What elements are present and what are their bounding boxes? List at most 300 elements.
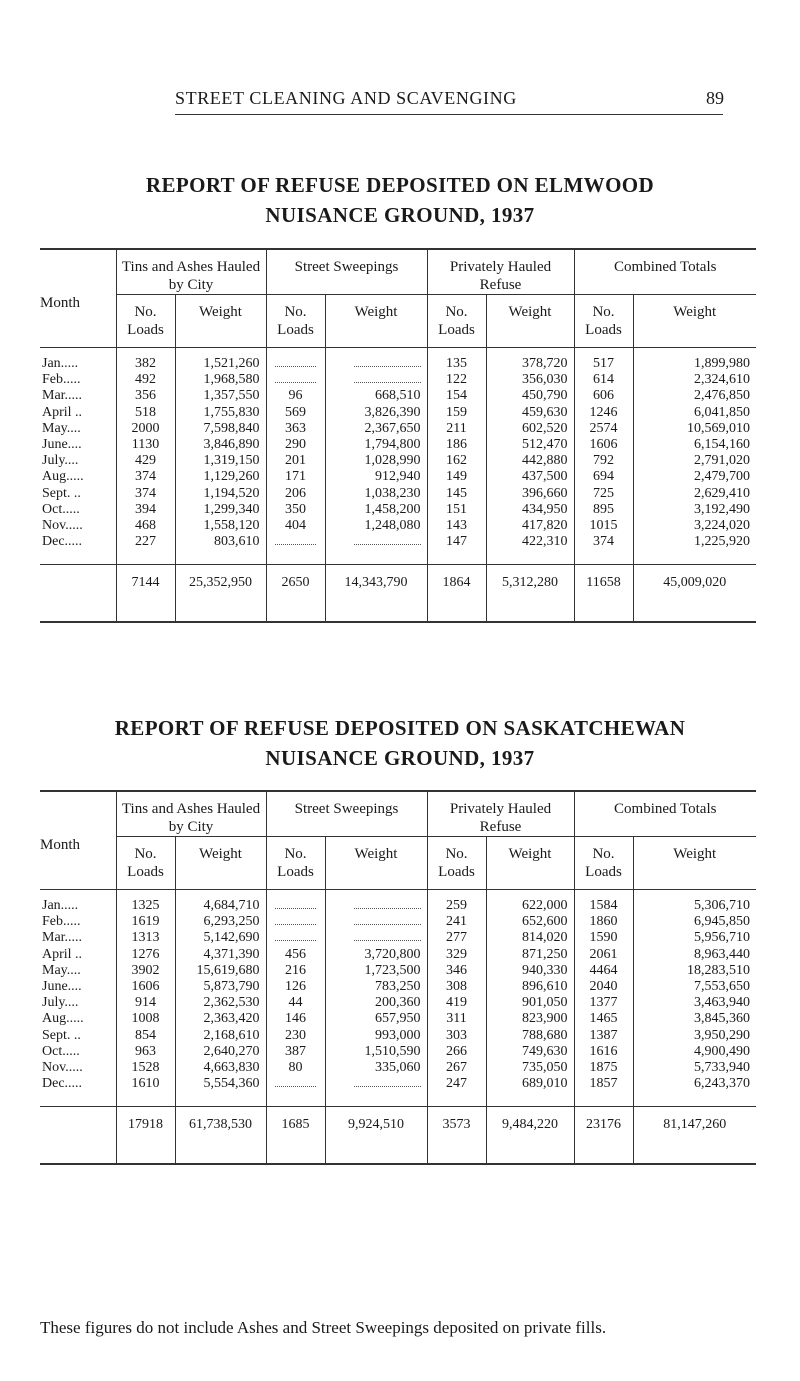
priv-weight-cell: 749,630 xyxy=(486,1044,574,1060)
footnote: These figures do not include Ashes and Street Sweepings deposited on private fills. xyxy=(40,1318,607,1337)
month-cell: May.... xyxy=(40,963,116,979)
street-weight-cell: 1,038,230 xyxy=(325,486,427,502)
month-cell: July.... xyxy=(40,995,116,1011)
weight-header: Weight xyxy=(673,846,717,862)
comb-loads-cell: 1857 xyxy=(574,1076,633,1092)
street-weight-cell xyxy=(325,898,427,914)
street-loads-cell: 290 xyxy=(266,437,325,453)
table-bottom-rule xyxy=(574,601,633,622)
blank-dotted-leader xyxy=(354,898,421,909)
header-bottom-rule xyxy=(175,890,266,899)
gap-cell xyxy=(486,1092,574,1107)
total-comb-loads: 11658 xyxy=(574,565,633,602)
priv-loads-cell: 145 xyxy=(427,486,486,502)
month-cell: Oct..... xyxy=(40,1044,116,1060)
tins-weight-cell: 2,363,420 xyxy=(175,1011,266,1027)
comb-weight-cell: 2,476,850 xyxy=(694,388,750,404)
saskatchewan-table xyxy=(40,790,756,1165)
priv-weight-cell: 356,030 xyxy=(486,372,574,388)
comb-loads-cell: 792 xyxy=(574,453,633,469)
header-bottom-rule xyxy=(325,890,427,899)
total-street-loads: 2650 xyxy=(266,565,325,602)
totals-month-cell xyxy=(40,1107,116,1144)
priv-weight-cell: 788,680 xyxy=(486,1028,574,1044)
priv-weight-cell: 378,720 xyxy=(486,356,574,372)
comb-loads-cell: 1606 xyxy=(574,437,633,453)
gap-cell xyxy=(633,550,756,565)
gap-cell xyxy=(40,1092,116,1107)
month-cell: Sept. .. xyxy=(40,1028,116,1044)
no-loads-header: No. Loads xyxy=(427,837,486,890)
priv-loads-cell: 277 xyxy=(427,930,486,946)
street-weight-cell: 1,248,080 xyxy=(325,518,427,534)
street-weight-cell: 1,794,800 xyxy=(325,437,427,453)
table-row xyxy=(40,914,756,930)
street-loads-cell: 456 xyxy=(266,947,325,963)
month-cell: Dec..... xyxy=(40,534,116,550)
comb-loads-cell: 694 xyxy=(574,469,633,485)
comb-weight-cell: 3,224,020 xyxy=(694,518,750,534)
street-loads-cell: 201 xyxy=(266,453,325,469)
table-bottom-rule xyxy=(325,601,427,622)
tins-loads-cell: 963 xyxy=(116,1044,175,1060)
tins-weight-cell: 7,598,840 xyxy=(175,421,266,437)
comb-weight-cell: 1,225,920 xyxy=(694,534,750,550)
comb-weight-cell: 2,629,410 xyxy=(694,485,750,501)
comb-loads-cell: 1246 xyxy=(574,405,633,421)
street-weight-cell: 1,510,590 xyxy=(325,1044,427,1060)
table-row xyxy=(40,405,756,421)
month-cell: Jan..... xyxy=(40,898,116,914)
comb-weight-cell: 10,569,010 xyxy=(687,420,750,436)
saskatchewan-title-line2: NUISANCE GROUND, 1937 xyxy=(265,746,535,770)
tins-weight-cell: 2,168,610 xyxy=(175,1028,266,1044)
priv-weight-cell: 396,660 xyxy=(486,486,574,502)
tins-weight-cell: 4,663,830 xyxy=(175,1060,266,1076)
month-header: Month xyxy=(40,792,116,890)
street-loads-cell: 569 xyxy=(266,405,325,421)
priv-loads-cell: 154 xyxy=(427,388,486,404)
street-loads-cell: 387 xyxy=(266,1044,325,1060)
comb-loads-cell: 1860 xyxy=(574,914,633,930)
weight-header: Weight xyxy=(486,295,574,348)
tins-loads-cell: 374 xyxy=(116,469,175,485)
tins-loads-cell: 429 xyxy=(116,453,175,469)
priv-loads-cell: 241 xyxy=(427,914,486,930)
gap-cell xyxy=(266,1092,325,1107)
table-row xyxy=(40,995,756,1011)
priv-loads-cell: 135 xyxy=(427,356,486,372)
total-street-weight: 9,924,510 xyxy=(325,1107,427,1144)
total-comb-weight: 45,009,020 xyxy=(633,565,756,602)
total-priv-weight: 5,312,280 xyxy=(486,565,574,602)
priv-loads-cell: 149 xyxy=(427,469,486,485)
comb-loads-cell: 2061 xyxy=(574,947,633,963)
street-weight-cell: 3,826,390 xyxy=(325,405,427,421)
header-bottom-rule xyxy=(40,348,116,357)
table-bottom-rule xyxy=(266,1143,325,1164)
street-weight-cell: 657,950 xyxy=(325,1011,427,1027)
table-row xyxy=(40,1044,756,1060)
no-loads-header: No. Loads xyxy=(266,837,325,890)
comb-weight-cell: 2,324,610 xyxy=(694,372,750,388)
tins-loads-cell: 3902 xyxy=(116,963,175,979)
table-row xyxy=(40,518,756,534)
table-bottom-rule xyxy=(266,601,325,622)
tins-loads-cell: 1276 xyxy=(116,947,175,963)
gap-cell xyxy=(40,550,116,565)
month-cell: April .. xyxy=(40,405,116,421)
gap-cell xyxy=(325,550,427,565)
table-bottom-rule xyxy=(116,1143,175,1164)
priv-weight-cell: 652,600 xyxy=(486,914,574,930)
priv-loads-cell: 308 xyxy=(427,979,486,995)
comb-weight-cell: 8,963,440 xyxy=(694,946,750,962)
gap-cell xyxy=(574,1092,633,1107)
table-row xyxy=(40,1028,756,1044)
total-tins-weight: 61,738,530 xyxy=(175,1107,266,1144)
no-loads-header: No. Loads xyxy=(574,837,633,890)
comb-loads-cell: 4464 xyxy=(574,963,633,979)
table-bottom-rule xyxy=(40,1143,116,1164)
tins-loads-cell: 382 xyxy=(116,356,175,372)
tins-loads-cell: 1313 xyxy=(116,930,175,946)
comb-loads-cell: 1616 xyxy=(574,1044,633,1060)
street-weight-cell: 783,250 xyxy=(325,979,427,995)
priv-loads-cell: 329 xyxy=(427,947,486,963)
blank-dotted-leader xyxy=(354,914,421,925)
table-row xyxy=(40,898,756,914)
elmwood-tbody xyxy=(40,249,756,622)
street-loads-cell: 44 xyxy=(266,995,325,1011)
street-loads-cell: 230 xyxy=(266,1028,325,1044)
street-loads-cell: 404 xyxy=(266,518,325,534)
running-head xyxy=(0,88,800,112)
priv-loads-cell: 419 xyxy=(427,995,486,1011)
tins-weight-cell: 1,129,260 xyxy=(175,469,266,485)
blank-dotted-leader xyxy=(275,534,316,545)
tins-weight-cell: 2,640,270 xyxy=(175,1044,266,1060)
tins-group-header: Tins and Ashes Hauled by City xyxy=(116,792,266,837)
gap-cell xyxy=(427,550,486,565)
blank-dotted-leader xyxy=(275,356,316,367)
total-comb-loads: 23176 xyxy=(574,1107,633,1144)
street-weight-cell: 1,458,200 xyxy=(325,502,427,518)
table-row xyxy=(40,1011,756,1027)
priv-weight-cell: 512,470 xyxy=(486,437,574,453)
tins-loads-cell: 518 xyxy=(116,405,175,421)
tins-loads-cell: 1528 xyxy=(116,1060,175,1076)
comb-loads-cell: 1875 xyxy=(574,1060,633,1076)
table-row xyxy=(40,1060,756,1076)
priv-weight-cell: 459,630 xyxy=(486,405,574,421)
table-bottom-rule xyxy=(175,601,266,622)
month-cell: Oct..... xyxy=(40,502,116,518)
tins-loads-cell: 1619 xyxy=(116,914,175,930)
priv-weight-cell: 823,900 xyxy=(486,1011,574,1027)
tins-weight-cell: 1,755,830 xyxy=(175,405,266,421)
priv-weight-cell: 689,010 xyxy=(486,1076,574,1092)
street-weight-cell xyxy=(325,914,427,930)
no-loads-header: No. Loads xyxy=(116,295,175,348)
street-weight-cell xyxy=(325,534,427,550)
month-cell: Aug..... xyxy=(40,469,116,485)
month-cell: Nov..... xyxy=(40,518,116,534)
totals-row xyxy=(40,1107,756,1144)
header-bottom-rule xyxy=(633,348,756,357)
header-bottom-rule xyxy=(633,890,756,899)
tins-weight-cell: 2,362,530 xyxy=(175,995,266,1011)
street-loads-cell: 206 xyxy=(266,486,325,502)
street-loads-cell xyxy=(266,930,325,946)
comb-weight-cell: 1,899,980 xyxy=(694,356,750,371)
tins-weight-cell: 1,357,550 xyxy=(175,388,266,404)
total-priv-loads: 1864 xyxy=(427,565,486,602)
table-bottom-rule xyxy=(574,1143,633,1164)
comb-loads-cell: 2040 xyxy=(574,979,633,995)
running-title: STREET CLEANING AND SCAVENGING xyxy=(175,88,517,108)
table-row xyxy=(40,947,756,963)
street-weight-cell: 2,367,650 xyxy=(325,421,427,437)
table-row xyxy=(40,356,756,372)
priv-loads-cell: 311 xyxy=(427,1011,486,1027)
tins-loads-cell: 1610 xyxy=(116,1076,175,1092)
priv-loads-cell: 122 xyxy=(427,372,486,388)
header-bottom-rule xyxy=(40,890,116,899)
comb-weight-cell: 5,306,710 xyxy=(694,898,750,913)
weight-header: Weight xyxy=(673,304,717,320)
table-row xyxy=(40,486,756,502)
table-bottom-rule xyxy=(486,601,574,622)
priv-weight-cell: 437,500 xyxy=(486,469,574,485)
priv-weight-cell: 901,050 xyxy=(486,995,574,1011)
month-cell: Aug..... xyxy=(40,1011,116,1027)
month-cell: April .. xyxy=(40,947,116,963)
blank-dotted-leader xyxy=(354,1076,421,1087)
total-street-loads: 1685 xyxy=(266,1107,325,1144)
table-row xyxy=(40,930,756,946)
table-row xyxy=(40,534,756,550)
table-row xyxy=(40,421,756,437)
month-cell: Sept. .. xyxy=(40,486,116,502)
comb-loads-cell: 1387 xyxy=(574,1028,633,1044)
private-group-header: Privately Hauled Refuse xyxy=(427,792,574,837)
total-priv-weight: 9,484,220 xyxy=(486,1107,574,1144)
priv-weight-cell: 940,330 xyxy=(486,963,574,979)
comb-weight-cell: 6,945,850 xyxy=(694,914,750,930)
street-group-header: Street Sweepings xyxy=(266,250,427,295)
table-row xyxy=(40,1076,756,1092)
priv-loads-cell: 159 xyxy=(427,405,486,421)
comb-weight-cell: 2,479,700 xyxy=(694,469,750,485)
tins-weight-cell: 1,319,150 xyxy=(175,453,266,469)
no-loads-header: No. Loads xyxy=(427,295,486,348)
month-cell: May.... xyxy=(40,421,116,437)
priv-weight-cell: 814,020 xyxy=(486,930,574,946)
tins-loads-cell: 492 xyxy=(116,372,175,388)
month-cell: July.... xyxy=(40,453,116,469)
comb-weight-cell: 6,243,370 xyxy=(694,1076,750,1092)
priv-weight-cell: 417,820 xyxy=(486,518,574,534)
table-bottom-rule xyxy=(486,1143,574,1164)
street-loads-cell xyxy=(266,372,325,388)
street-loads-cell xyxy=(266,1076,325,1092)
header-bottom-rule xyxy=(574,890,633,899)
totals-row xyxy=(40,565,756,602)
tins-weight-cell: 5,554,360 xyxy=(175,1076,266,1092)
table-bottom-rule xyxy=(633,1143,756,1164)
tins-weight-cell: 5,873,790 xyxy=(175,979,266,995)
gap-cell xyxy=(175,550,266,565)
blank-dotted-leader xyxy=(354,372,421,383)
priv-loads-cell: 151 xyxy=(427,502,486,518)
tins-weight-cell: 1,968,580 xyxy=(175,372,266,388)
street-weight-cell: 3,720,800 xyxy=(325,947,427,963)
elmwood-title-line1: REPORT OF REFUSE DEPOSITED ON ELMWOOD xyxy=(145,173,655,197)
street-loads-cell: 216 xyxy=(266,963,325,979)
totals-month-cell xyxy=(40,565,116,602)
priv-loads-cell: 147 xyxy=(427,534,486,550)
priv-weight-cell: 622,000 xyxy=(486,898,574,914)
comb-weight-cell: 18,283,510 xyxy=(687,962,750,978)
table-bottom-rule xyxy=(325,1143,427,1164)
priv-weight-cell: 422,310 xyxy=(486,534,574,550)
no-loads-header: No. Loads xyxy=(116,837,175,890)
priv-loads-cell: 346 xyxy=(427,963,486,979)
priv-loads-cell: 211 xyxy=(427,421,486,437)
priv-weight-cell: 442,880 xyxy=(486,453,574,469)
tins-weight-cell: 1,558,120 xyxy=(175,518,266,534)
table-row xyxy=(40,979,756,995)
month-cell: Feb..... xyxy=(40,372,116,388)
weight-header: Weight xyxy=(486,837,574,890)
tins-weight-cell: 1,194,520 xyxy=(175,486,266,502)
tins-loads-cell: 1008 xyxy=(116,1011,175,1027)
month-cell: Nov..... xyxy=(40,1060,116,1076)
comb-loads-cell: 614 xyxy=(574,372,633,388)
month-cell: Feb..... xyxy=(40,914,116,930)
comb-weight-cell: 2,791,020 xyxy=(694,453,750,469)
tins-loads-cell: 854 xyxy=(116,1028,175,1044)
street-loads-cell xyxy=(266,534,325,550)
blank-dotted-leader xyxy=(354,356,421,367)
table-bottom-rule xyxy=(175,1143,266,1164)
comb-weight-cell: 5,733,940 xyxy=(694,1060,750,1076)
header-bottom-rule xyxy=(325,348,427,357)
table-row xyxy=(40,372,756,388)
gap-cell xyxy=(574,550,633,565)
priv-loads-cell: 247 xyxy=(427,1076,486,1092)
street-weight-cell xyxy=(325,372,427,388)
priv-weight-cell: 450,790 xyxy=(486,388,574,404)
blank-dotted-leader xyxy=(275,930,316,941)
comb-weight-cell: 7,553,650 xyxy=(694,979,750,995)
header-bottom-rule xyxy=(486,890,574,899)
priv-loads-cell: 143 xyxy=(427,518,486,534)
saskatchewan-tbody xyxy=(40,791,756,1164)
comb-weight-cell: 3,463,940 xyxy=(694,995,750,1011)
table-bottom-rule xyxy=(427,1143,486,1164)
street-weight-cell xyxy=(325,356,427,372)
comb-loads-cell: 725 xyxy=(574,486,633,502)
table-bottom-rule xyxy=(116,601,175,622)
tins-weight-cell: 4,371,390 xyxy=(175,947,266,963)
tins-loads-cell: 1606 xyxy=(116,979,175,995)
tins-weight-cell: 1,299,340 xyxy=(175,502,266,518)
elmwood-table xyxy=(40,248,756,623)
street-loads-cell: 126 xyxy=(266,979,325,995)
priv-loads-cell: 303 xyxy=(427,1028,486,1044)
comb-loads-cell: 1590 xyxy=(574,930,633,946)
header-bottom-rule xyxy=(266,348,325,357)
table-row xyxy=(40,469,756,485)
month-cell: Jan..... xyxy=(40,356,116,372)
header-bottom-rule xyxy=(427,348,486,357)
combined-group-header: Combined Totals xyxy=(574,250,756,295)
weight-header: Weight xyxy=(325,837,427,890)
gap-cell xyxy=(175,1092,266,1107)
weight-header: Weight xyxy=(175,295,266,348)
weight-header: Weight xyxy=(325,295,427,348)
tins-weight-cell: 15,619,680 xyxy=(175,963,266,979)
comb-loads-cell: 1015 xyxy=(574,518,633,534)
total-priv-loads: 3573 xyxy=(427,1107,486,1144)
page-number: 89 xyxy=(706,88,724,108)
total-tins-loads: 7144 xyxy=(116,565,175,602)
street-weight-cell: 668,510 xyxy=(325,388,427,404)
street-loads-cell: 146 xyxy=(266,1011,325,1027)
header-bottom-rule xyxy=(116,890,175,899)
tins-loads-cell: 374 xyxy=(116,486,175,502)
month-cell: Dec..... xyxy=(40,1076,116,1092)
table-row xyxy=(40,453,756,469)
priv-weight-cell: 896,610 xyxy=(486,979,574,995)
tins-loads-cell: 468 xyxy=(116,518,175,534)
tins-loads-cell: 394 xyxy=(116,502,175,518)
table-row xyxy=(40,388,756,404)
street-weight-cell xyxy=(325,1076,427,1092)
street-loads-cell xyxy=(266,356,325,372)
street-loads-cell xyxy=(266,898,325,914)
weight-header: Weight xyxy=(175,837,266,890)
priv-weight-cell: 602,520 xyxy=(486,421,574,437)
street-loads-cell: 80 xyxy=(266,1060,325,1076)
gap-cell xyxy=(116,550,175,565)
total-tins-weight: 25,352,950 xyxy=(175,565,266,602)
tins-loads-cell: 227 xyxy=(116,534,175,550)
street-loads-cell xyxy=(266,914,325,930)
comb-loads-cell: 1465 xyxy=(574,1011,633,1027)
comb-weight-cell: 6,041,850 xyxy=(694,404,750,420)
gap-cell xyxy=(266,550,325,565)
comb-weight-cell: 3,845,360 xyxy=(694,1011,750,1027)
street-weight-cell xyxy=(325,930,427,946)
no-loads-header: No. Loads xyxy=(574,295,633,348)
header-bottom-rule xyxy=(427,890,486,899)
saskatchewan-report-title xyxy=(0,713,800,773)
comb-loads-cell: 517 xyxy=(574,356,633,372)
street-weight-cell: 1,028,990 xyxy=(325,453,427,469)
tins-loads-cell: 356 xyxy=(116,388,175,404)
comb-loads-cell: 2574 xyxy=(574,421,633,437)
tins-weight-cell: 803,610 xyxy=(175,534,266,550)
blank-dotted-leader xyxy=(275,1076,316,1087)
tins-loads-cell: 2000 xyxy=(116,421,175,437)
street-weight-cell: 335,060 xyxy=(325,1060,427,1076)
priv-loads-cell: 259 xyxy=(427,898,486,914)
priv-weight-cell: 735,050 xyxy=(486,1060,574,1076)
header-bottom-rule xyxy=(116,348,175,357)
